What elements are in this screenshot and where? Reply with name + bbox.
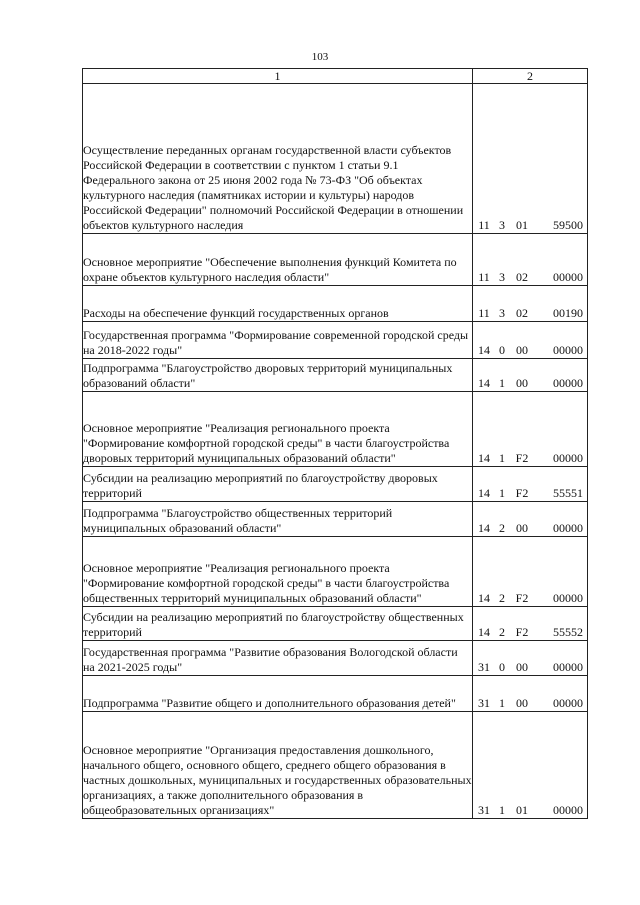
code-direction: 00000 <box>553 803 583 817</box>
code-activity: 01 <box>516 218 528 232</box>
code-program: 14 <box>478 591 490 605</box>
row-name: Государственная программа "Развитие образования Вологодской области на 2021-2025 годы" <box>83 641 473 676</box>
code-program: 14 <box>478 343 490 357</box>
code-subprogram: 3 <box>499 270 505 284</box>
row-name: Основное мероприятие "Организация предоставления дошкольного, начального общего, основного общего, среднего общего образования в частных дошкольных, муниципальных и государственных образовательных организациях, а также дополнительного образования в общеобразовательных организациях" <box>83 712 473 819</box>
table-row <box>83 537 588 607</box>
code-program: 14 <box>478 376 490 390</box>
row-code <box>473 84 588 234</box>
row-code <box>473 467 588 502</box>
code-program: 11 <box>478 218 490 232</box>
table-row <box>83 234 588 286</box>
row-name: Основное мероприятие "Обеспечение выполнения функций Комитета по охране объектов культурного наследия области" <box>83 234 473 286</box>
code-subprogram: 0 <box>499 343 505 357</box>
code-direction: 55552 <box>553 625 583 639</box>
code-activity: F2 <box>515 451 529 465</box>
code-activity: 02 <box>516 270 528 284</box>
code-activity: 00 <box>516 660 528 674</box>
row-code <box>473 392 588 467</box>
row-name: Субсидии на реализацию мероприятий по благоустройству дворовых территорий <box>83 467 473 502</box>
code-activity: 00 <box>516 343 528 357</box>
row-name: Подпрограмма "Благоустройство дворовых территорий муниципальных образований области" <box>83 359 473 392</box>
row-code <box>473 712 588 819</box>
row-name: Основное мероприятие "Реализация регионального проекта "Формирование комфортной городской среды" в части благоустройства общественных территорий муниципальных образований области" <box>83 537 473 607</box>
code-subprogram: 1 <box>499 486 505 500</box>
code-activity: F2 <box>515 591 529 605</box>
row-code <box>473 286 588 322</box>
code-activity: 00 <box>516 376 528 390</box>
code-program: 14 <box>478 625 490 639</box>
code-activity: 02 <box>516 306 528 320</box>
row-name: Расходы на обеспечение функций государственных органов <box>83 286 473 322</box>
code-direction: 55551 <box>553 486 583 500</box>
code-direction: 00000 <box>553 343 583 357</box>
header-col-2: 2 <box>473 69 588 84</box>
table-row <box>83 392 588 467</box>
code-subprogram: 1 <box>499 803 505 817</box>
code-subprogram: 3 <box>499 218 505 232</box>
code-subprogram: 2 <box>499 625 505 639</box>
code-direction: 00000 <box>553 591 583 605</box>
code-direction: 00000 <box>553 451 583 465</box>
code-program: 31 <box>478 803 490 817</box>
table-row <box>83 286 588 322</box>
table-row <box>83 607 588 641</box>
row-name: Подпрограмма "Благоустройство общественных территорий муниципальных образований области" <box>83 502 473 537</box>
code-subprogram: 1 <box>499 376 505 390</box>
table-row <box>83 467 588 502</box>
code-activity: 00 <box>516 521 528 535</box>
code-program: 31 <box>478 696 490 710</box>
code-program: 31 <box>478 660 490 674</box>
code-subprogram: 1 <box>499 451 505 465</box>
table-row <box>83 322 588 359</box>
code-direction: 59500 <box>553 218 583 232</box>
budget-table <box>82 68 588 819</box>
code-subprogram: 2 <box>499 591 505 605</box>
code-subprogram: 2 <box>499 521 505 535</box>
code-subprogram: 3 <box>499 306 505 320</box>
code-program: 11 <box>478 270 490 284</box>
table-row <box>83 84 588 234</box>
row-code <box>473 502 588 537</box>
page-number: 103 <box>311 51 329 63</box>
row-code <box>473 641 588 676</box>
code-activity: F2 <box>515 486 529 500</box>
code-direction: 00000 <box>553 660 583 674</box>
row-code <box>473 359 588 392</box>
code-direction: 00000 <box>553 521 583 535</box>
row-code <box>473 676 588 712</box>
code-subprogram: 1 <box>499 696 505 710</box>
row-code <box>473 607 588 641</box>
code-direction: 00190 <box>553 306 583 320</box>
table-row <box>83 502 588 537</box>
code-direction: 00000 <box>553 696 583 710</box>
code-activity: F2 <box>515 625 529 639</box>
code-activity: 00 <box>516 696 528 710</box>
code-program: 11 <box>478 306 490 320</box>
row-code <box>473 234 588 286</box>
row-name: Государственная программа "Формирование современной городской среды на 2018-2022 годы" <box>83 322 473 359</box>
code-program: 14 <box>478 451 490 465</box>
table-header-row <box>83 69 588 84</box>
code-program: 14 <box>478 486 490 500</box>
code-direction: 00000 <box>553 270 583 284</box>
code-activity: 01 <box>516 803 528 817</box>
row-name: Осуществление переданных органам государственной власти субъектов Российской Федерации в соответствии с пунктом 1 статьи 9.1 Федерального закона от 25 июня 2002 года № 73-ФЗ "Об объектах культурного наследия (памятниках истории и культуры) народов Российской Федерации" полномочий Российской Федерации в отношении объектов культурного наследия <box>83 84 473 234</box>
code-subprogram: 0 <box>499 660 505 674</box>
table-row <box>83 712 588 819</box>
row-code <box>473 322 588 359</box>
table-row <box>83 676 588 712</box>
code-direction: 00000 <box>553 376 583 390</box>
row-name: Основное мероприятие "Реализация регионального проекта "Формирование комфортной городской среды" в части благоустройства дворовых территорий муниципальных образований области" <box>83 392 473 467</box>
row-name: Подпрограмма "Развитие общего и дополнительного образования детей" <box>83 676 473 712</box>
row-code <box>473 537 588 607</box>
code-program: 14 <box>478 521 490 535</box>
table-row <box>83 359 588 392</box>
table-row <box>83 641 588 676</box>
header-col-1: 1 <box>83 69 473 84</box>
row-name: Субсидии на реализацию мероприятий по благоустройству общественных территорий <box>83 607 473 641</box>
